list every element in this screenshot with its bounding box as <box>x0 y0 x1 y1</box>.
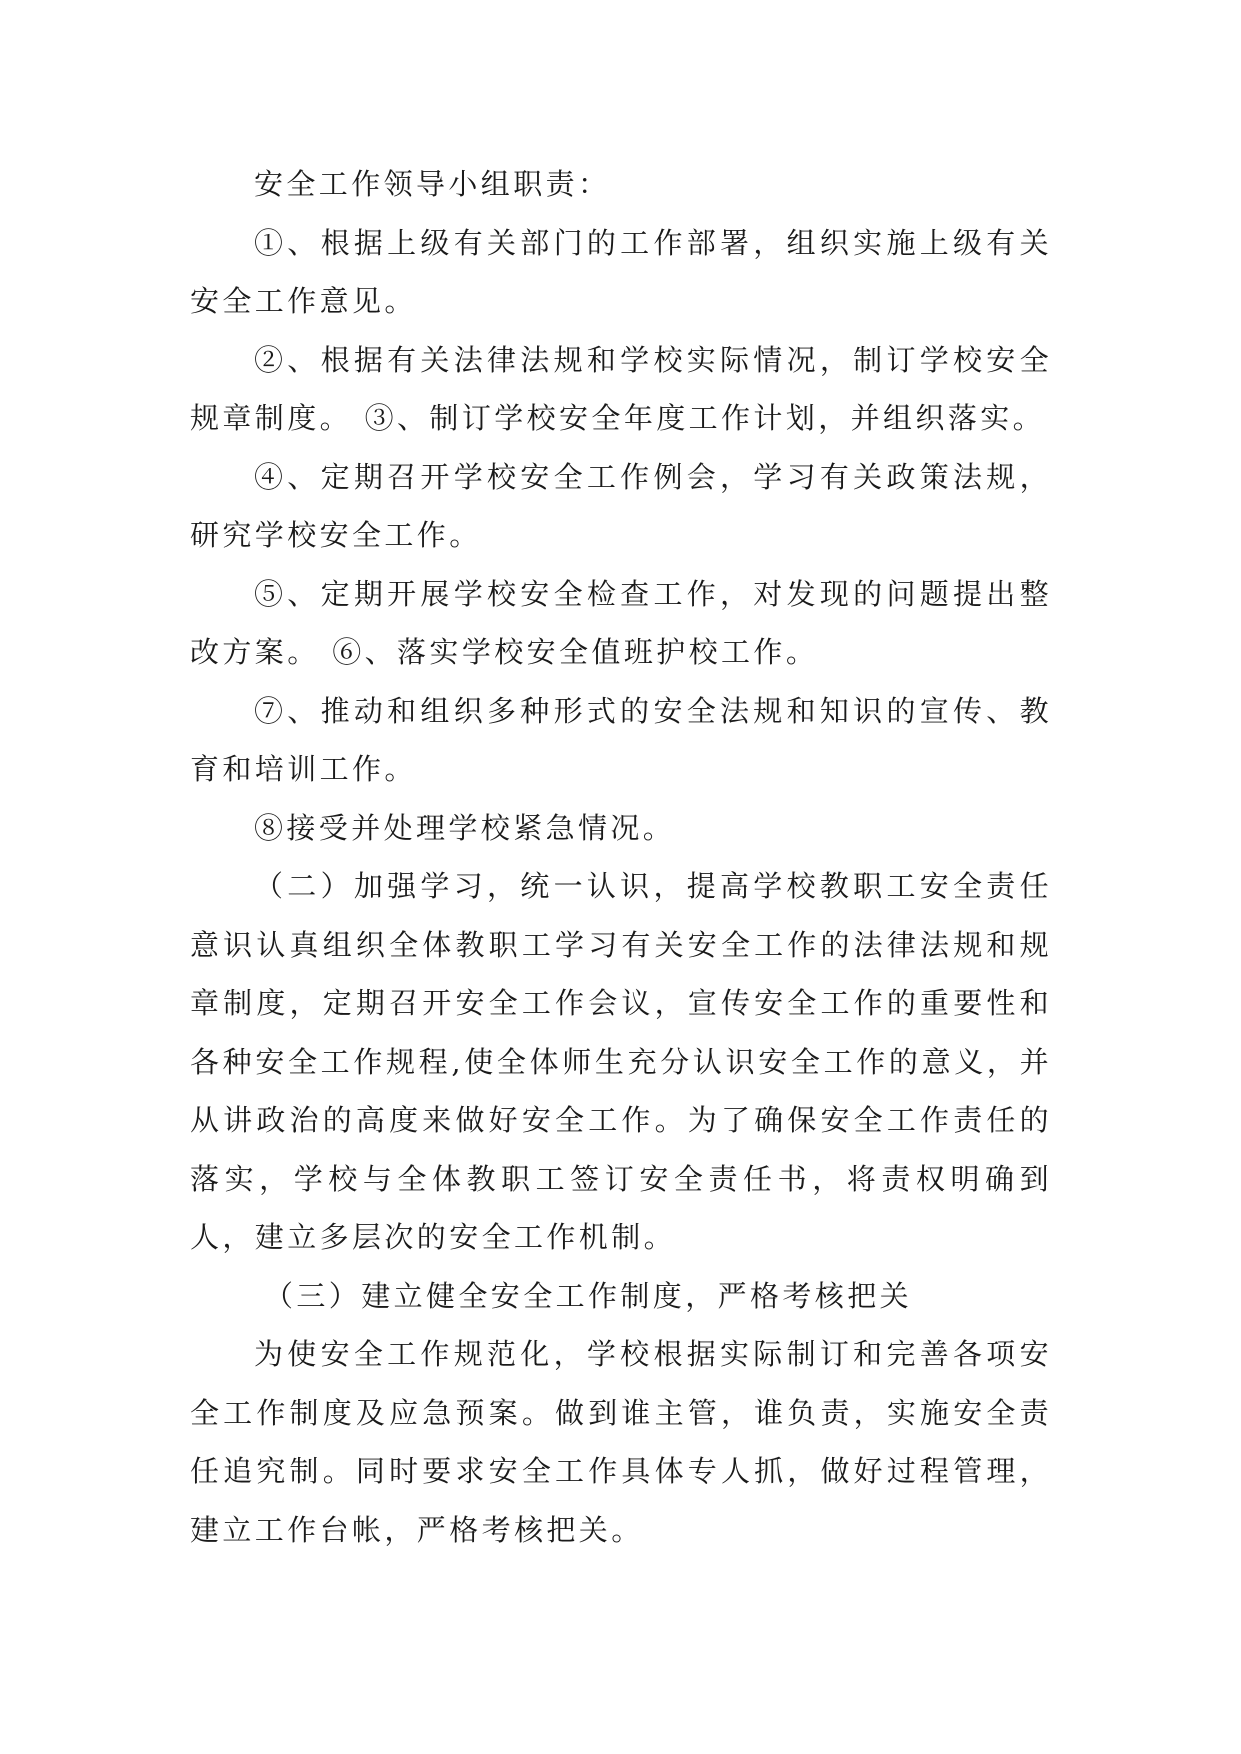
duty-item-2-3: ②、根据有关法律法规和学校实际情况，制订学校安全规章制度。 ③、制订学校安全年度工作计划，并组织落实。 <box>190 342 1052 435</box>
section-3-heading: （三）建立健全安全工作制度，严格考核把关 <box>264 1278 913 1313</box>
duty-item-7: ⑦、推动和组织多种形式的安全法规和知识的宣传、教育和培训工作。 <box>190 693 1052 786</box>
section-heading-leadership-duties: 安全工作领导小组职责： <box>254 167 611 201</box>
section-3-paragraph: 为使安全工作规范化，学校根据实际制订和完善各项安全工作制度及应急预案。做到谁主管，谁负责，实施安全责任追究制。同时要求安全工作具体专人抓，做好过程管理，建立工作台帐，严格考核把关。 <box>190 1337 1052 1547</box>
duty-item-8: ⑧接受并处理学校紧急情况。 <box>254 810 676 845</box>
document-body <box>190 155 1052 1559</box>
section-2-paragraph: （二）加强学习，统一认识，提高学校教职工安全责任意识认真组织全体教职工学习有关安全工作的法律法规和规章制度，定期召开安全工作会议，宣传安全工作的重要性和各种安全工作规程,使全体师生充分认识安全工作的意义，并从讲政治的高度来做好安全工作。为了确保安全工作责任的落实，学校与全体教职工签订安全责任书，将责权明确到人，建立多层次的安全工作机制。 <box>190 869 1052 1254</box>
duty-item-5-6: ⑤、定期开展学校安全检查工作，对发现的问题提出整改方案。 ⑥、落实学校安全值班护校工作。 <box>190 576 1052 669</box>
duty-item-4: ④、定期召开学校安全工作例会，学习有关政策法规，研究学校安全工作。 <box>190 459 1052 552</box>
duty-item-1: ①、根据上级有关部门的工作部署，组织实施上级有关安全工作意见。 <box>190 225 1052 318</box>
